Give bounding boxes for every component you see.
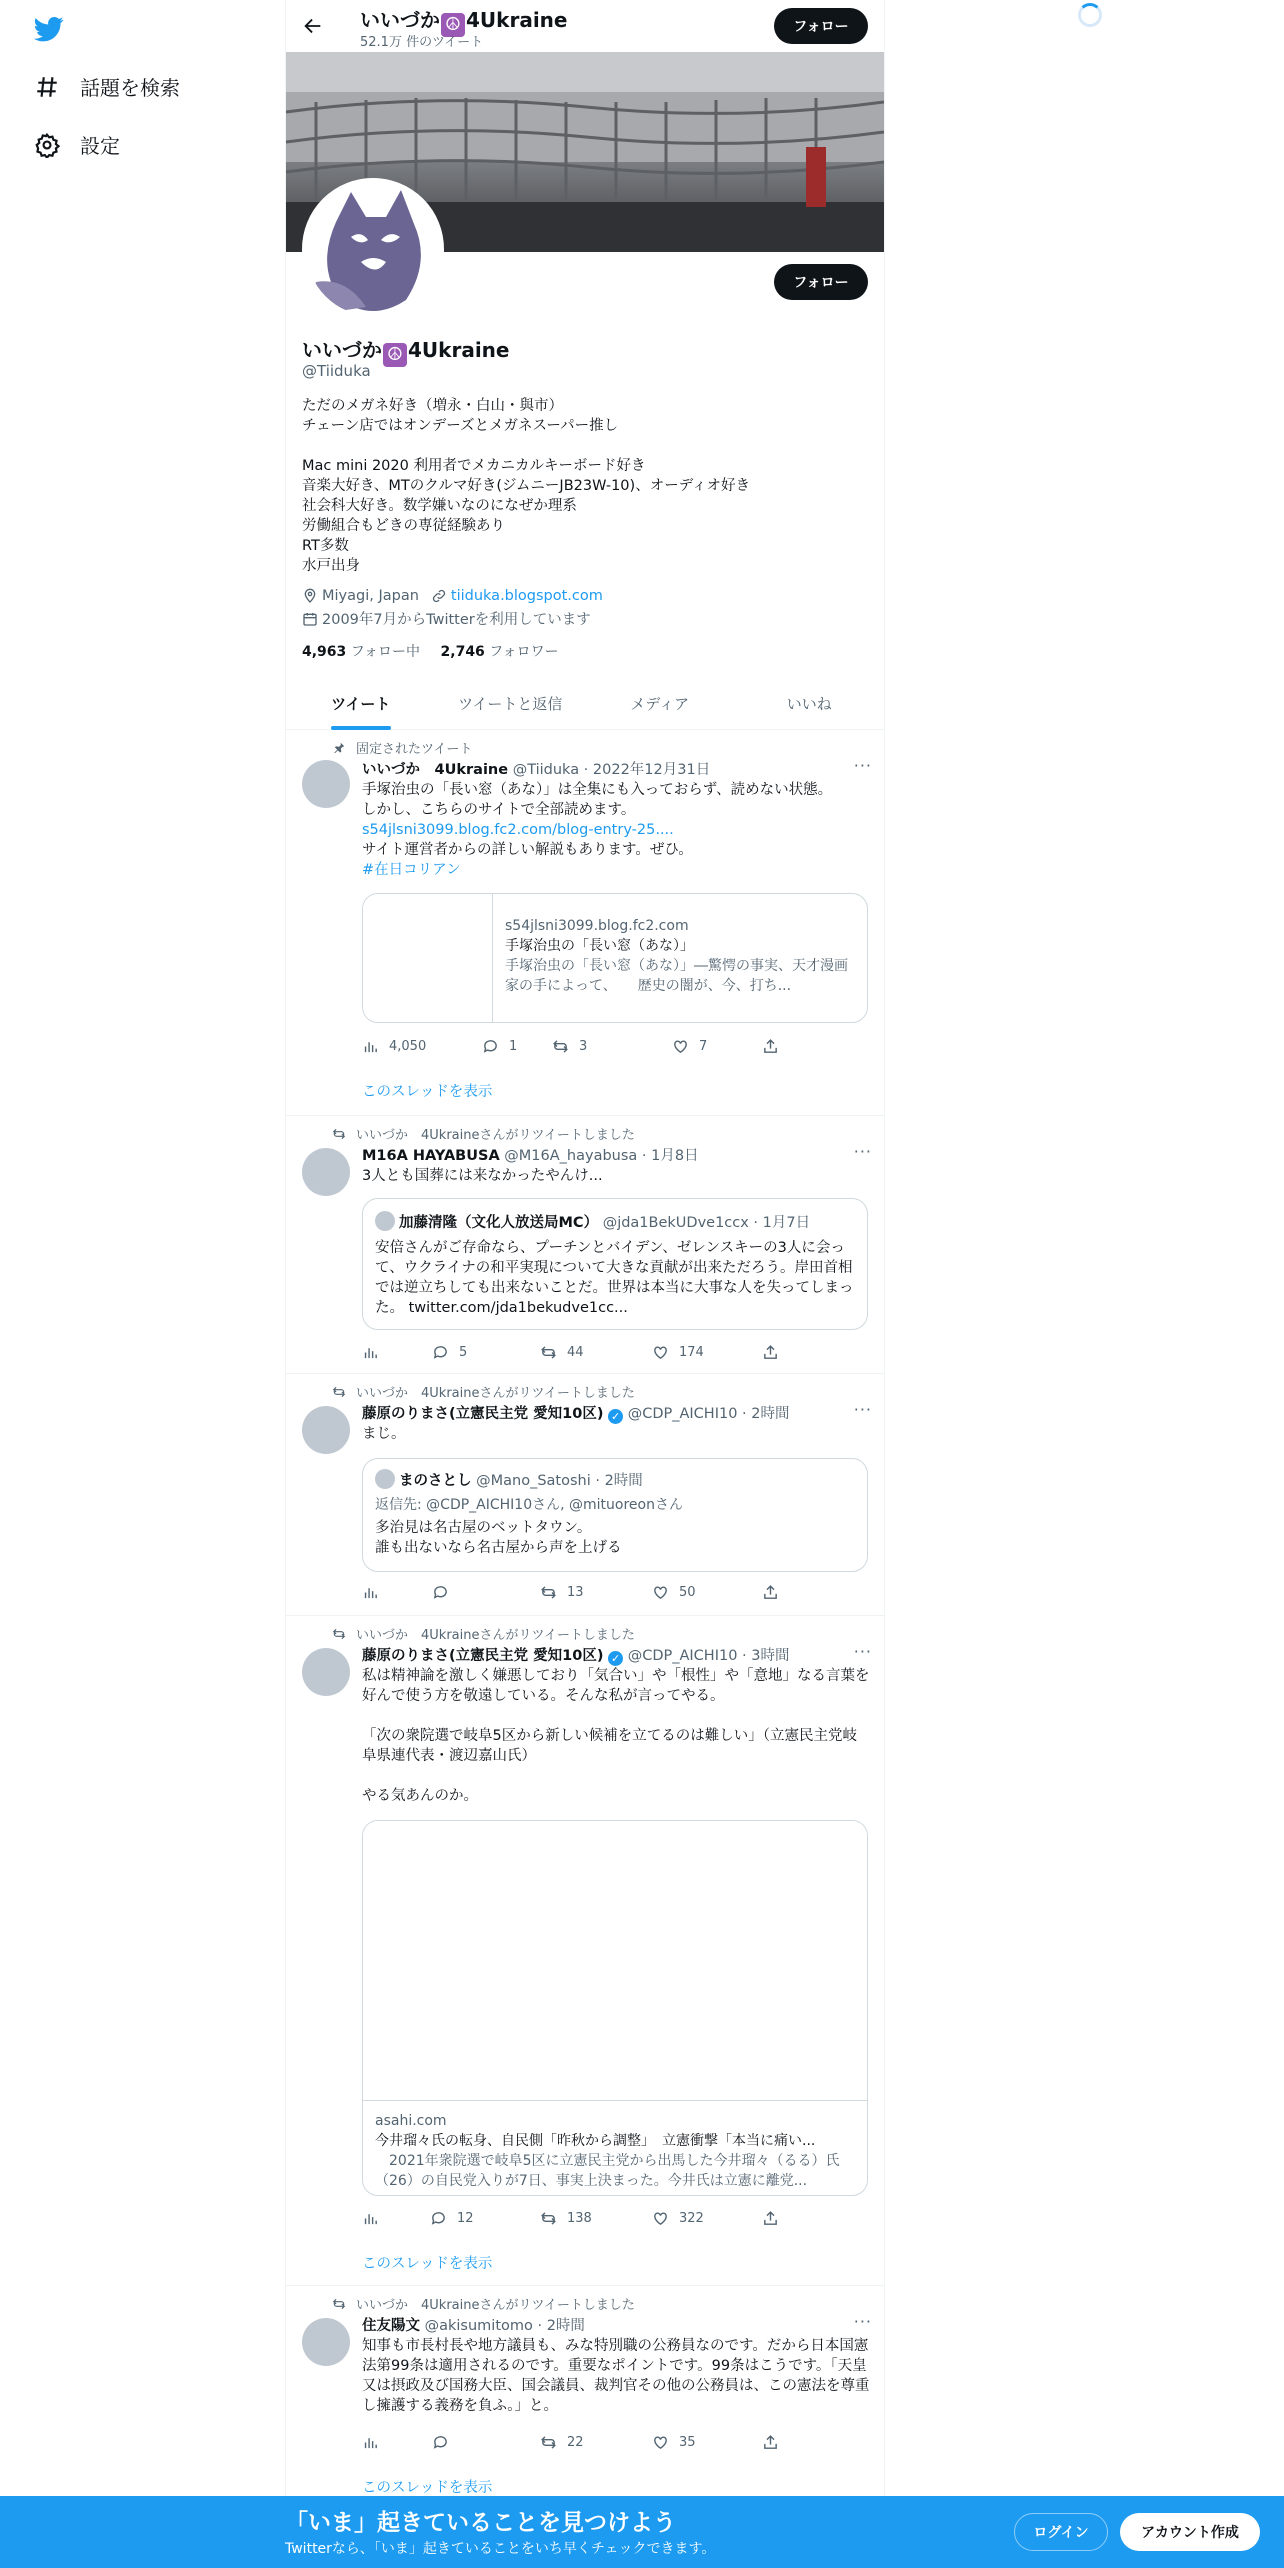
reply-icon	[432, 1344, 449, 1361]
link-card-image	[363, 1821, 867, 2101]
quote-text: 安倍さんがご存命なら、プーチンとバイデン、ゼレンスキーの3人に会って、ウクライナの和平実現について大きな貢献が出来ただろう。岸田首相では逆立ちしても出来ないことだ。世界は本当に大事な人を失ってしまった。 twitter.com/jda1bekudve1cc...	[375, 1240, 854, 1316]
like-button[interactable]: 322	[652, 2210, 704, 2227]
card-description: 2021年衆院選で岐阜5区に立憲民主党から出馬した今井瑠々（るる）氏（26）の自民党入りが7日、事実上決まった。今井氏は立憲に離党...	[375, 2153, 840, 2189]
tweet-item[interactable]	[286, 730, 884, 1116]
profile-joined-row	[302, 608, 591, 629]
share-icon	[762, 1038, 779, 1055]
show-thread-link[interactable]: このスレッドを表示	[362, 2256, 493, 2272]
signup-banner-subtitle: Twitterなら、「いま」起きていることをいち早くチェックできます。	[285, 2541, 716, 2557]
retweet-icon	[540, 2434, 557, 2451]
tweet-actions	[362, 1038, 782, 1058]
tweet-text: 手塚治虫の「長い窓（あな）」は全集にも入っておらず、読めない状態。 しかし、こちらのサイトで全部読めます。 s54jlsni3099.blog.fc2.com/blog-entry-25.... サイト運営者からの詳しい解説もあります。ぜひ。 #在日コリアン	[362, 782, 833, 878]
more-options-icon[interactable]: ···	[853, 1400, 872, 1419]
link-card-thumbnail	[363, 894, 493, 1023]
tweet-author: M16A HAYABUSA @M16A_hayabusa · 1月8日	[362, 1148, 699, 1164]
verified-badge-icon: ✓	[608, 1409, 623, 1424]
reply-icon	[482, 1038, 499, 1055]
tweet-author: 藤原のりまさ(立憲民主党 愛知10区) ✓ @CDP_AICHI10 · 3時間	[362, 1648, 790, 1665]
avatar[interactable]	[302, 760, 350, 808]
views-button[interactable]: 4,050	[362, 1038, 426, 1055]
more-options-icon[interactable]: ···	[853, 1642, 872, 1661]
show-thread-link[interactable]: このスレッドを表示	[362, 1084, 493, 1100]
link-card[interactable]	[362, 893, 868, 1023]
quote-text: 多治見は名古屋のベットタウン。 誰も出ないなら名古屋から声を上げる	[375, 1520, 622, 1556]
retweet-button[interactable]: 3	[552, 1038, 587, 1055]
profile-website-link[interactable]: tiiduka.blogspot.com	[450, 588, 603, 604]
avatar	[375, 1469, 395, 1489]
like-button[interactable]: 174	[652, 1344, 704, 1361]
profile-tabs	[286, 680, 884, 730]
pin-icon	[332, 741, 346, 755]
views-button[interactable]	[362, 2434, 389, 2451]
loading-spinner-icon	[1078, 3, 1102, 27]
header-tweet-count: 52.1万 件のツイート	[360, 35, 484, 50]
views-button[interactable]	[362, 1584, 389, 1601]
tweet-item[interactable]	[286, 1616, 884, 2286]
reply-button[interactable]: 5	[432, 1344, 467, 1361]
views-button[interactable]	[362, 2210, 389, 2227]
retweet-button[interactable]: 44	[540, 1344, 584, 1361]
heart-icon	[652, 1344, 669, 1361]
share-button[interactable]	[762, 1584, 789, 1601]
heart-icon	[672, 1038, 689, 1055]
like-button[interactable]: 50	[652, 1584, 696, 1601]
reply-button[interactable]: 1	[482, 1038, 517, 1055]
tab-likes[interactable]: いいね	[786, 695, 832, 713]
profile-column	[285, 0, 885, 2568]
twitter-logo-icon[interactable]	[32, 14, 66, 44]
profile-joined: 2009年7月からTwitterを利用しています	[322, 612, 591, 628]
retweet-button[interactable]: 13	[540, 1584, 584, 1601]
profile-stats	[302, 641, 559, 661]
verified-badge-icon: ✓	[608, 1651, 623, 1666]
tab-media[interactable]: メディア	[630, 695, 690, 713]
profile-avatar[interactable]	[302, 178, 444, 320]
more-options-icon[interactable]: ···	[853, 2312, 872, 2331]
nav-settings[interactable]	[34, 130, 120, 159]
card-title: 手塚治虫の「長い窓（あな）」	[505, 938, 694, 954]
signup-button[interactable]: アカウント作成	[1120, 2513, 1260, 2551]
heart-icon	[652, 2210, 669, 2227]
share-icon	[762, 1344, 779, 1361]
peace-symbol-icon: ☮	[383, 343, 407, 367]
avatar[interactable]	[302, 1148, 350, 1196]
share-button[interactable]	[762, 2210, 789, 2227]
tweet-author: 藤原のりまさ(立憲民主党 愛知10区) ✓ @CDP_AICHI10 · 2時間	[362, 1406, 790, 1423]
retweet-icon	[332, 2297, 346, 2311]
retweet-icon	[332, 1385, 346, 1399]
followers-link[interactable]: 2,746 フォロワー	[440, 644, 559, 660]
tweet-context: いいづか 4Ukraineさんがリツイートしました	[332, 1124, 635, 1143]
show-thread-link[interactable]: このスレッドを表示	[362, 2480, 493, 2496]
calendar-icon	[302, 611, 318, 627]
more-options-icon[interactable]: ···	[853, 1142, 872, 1161]
tweet-text: まじ。	[362, 1426, 406, 1442]
nav-explore-label: 話題を検索	[80, 76, 180, 100]
avatar[interactable]	[302, 2318, 350, 2366]
profile-location: Miyagi, Japan	[322, 588, 419, 604]
retweet-icon	[540, 2210, 557, 2227]
reply-button[interactable]: 12	[430, 2210, 474, 2227]
retweet-button[interactable]: 138	[540, 2210, 592, 2227]
share-icon	[762, 1584, 779, 1601]
retweet-icon	[540, 1584, 557, 1601]
retweet-icon	[332, 1627, 346, 1641]
hashtag-icon	[34, 74, 60, 100]
avatar	[375, 1211, 395, 1231]
retweet-icon	[540, 1344, 557, 1361]
signup-banner-title: 「いま」起きていることを見つけよう	[285, 2510, 676, 2536]
avatar[interactable]	[302, 1648, 350, 1696]
nav-explore[interactable]	[34, 72, 180, 101]
header-name: いいづか ☮ 4Ukraine	[360, 8, 568, 35]
analytics-icon	[362, 2434, 379, 2451]
cat-avatar-image	[306, 182, 440, 316]
tweet-actions	[362, 2434, 782, 2454]
analytics-icon	[362, 1584, 379, 1601]
quoted-tweet[interactable]	[362, 1198, 868, 1330]
tweet-item[interactable]	[286, 2286, 884, 2496]
quote-author: まのさとし @Mano_Satoshi · 2時間	[375, 1469, 855, 1490]
hashtag-link[interactable]: #在日コリアン	[362, 862, 461, 878]
views-button[interactable]	[362, 1344, 389, 1361]
reply-icon	[432, 1584, 449, 1601]
profile-handle: @Tiiduka	[302, 362, 371, 380]
profile-follow-button[interactable]: フォロー	[774, 264, 868, 300]
share-button[interactable]	[762, 1344, 789, 1361]
analytics-icon	[362, 2210, 379, 2227]
back-arrow-icon[interactable]	[302, 15, 324, 37]
retweet-icon	[552, 1038, 569, 1055]
analytics-icon	[362, 1038, 379, 1055]
tweet-actions	[362, 2210, 782, 2230]
link-card[interactable]	[362, 1820, 868, 2196]
tweet-item[interactable]	[286, 1374, 884, 1616]
retweet-button[interactable]: 22	[540, 2434, 584, 2451]
tab-tweets-replies[interactable]: ツイートと返信	[458, 695, 563, 713]
nav-settings-label: 設定	[80, 134, 120, 158]
share-button[interactable]	[762, 2434, 789, 2451]
tab-tweets[interactable]: ツイート	[286, 680, 436, 729]
reply-button[interactable]	[432, 2434, 459, 2451]
share-icon	[762, 2434, 779, 2451]
profile-header	[286, 0, 884, 52]
card-domain: s54jlsni3099.blog.fc2.com	[505, 918, 689, 934]
tweet-context: いいづか 4Ukraineさんがリツイートしました	[332, 2294, 635, 2313]
quoted-tweet[interactable]	[362, 1458, 868, 1572]
tweet-context: 固定されたツイート	[332, 738, 472, 757]
retweet-icon	[332, 1127, 346, 1141]
avatar[interactable]	[302, 1406, 350, 1454]
quote-author: 加藤清隆（文化人放送局MC） @jda1BekUDve1ccx · 1月7日	[375, 1211, 855, 1232]
signup-banner	[0, 2496, 1284, 2568]
peace-symbol-icon: ☮	[441, 13, 465, 37]
profile-meta-row	[302, 588, 603, 604]
reply-icon	[432, 2434, 449, 2451]
tweet-actions	[362, 1584, 782, 1604]
card-domain: asahi.com	[375, 2113, 447, 2129]
login-button[interactable]: ログイン	[1014, 2513, 1108, 2551]
tweet-link[interactable]: s54jlsni3099.blog.fc2.com/blog-entry-25....	[362, 822, 674, 838]
analytics-icon	[362, 1344, 379, 1361]
tweet-author: 住友陽文 @akisumitomo · 2時間	[362, 2318, 585, 2334]
like-button[interactable]: 35	[652, 2434, 696, 2451]
tweet-text: 3人とも国葬には来なかったやんけ...	[362, 1168, 603, 1184]
reply-button[interactable]	[432, 1584, 459, 1601]
card-title: 今井瑠々氏の転身、自民側「昨秋から調整」 立憲衝撃「本当に痛い...	[375, 2133, 816, 2149]
heart-icon	[652, 2434, 669, 2451]
heart-icon	[652, 1584, 669, 1601]
tweet-text: 知事も市長村長や地方議員も、みな特別職の公務員なのです。だから日本国憲法第99条は適用されるのです。重要なポイントです。99条はこうです。「天皇又は摂政及び国務大臣、国会議員、裁判官その他の公務員は、この憲法を尊重し擁護する義務を負ふ。」と。	[362, 2338, 870, 2414]
quote-reply-to: 返信先: @CDP_AICHI10さん, @mituoreonさん	[375, 1497, 683, 1513]
share-icon	[762, 2210, 779, 2227]
like-button[interactable]: 7	[672, 1038, 707, 1055]
share-button[interactable]	[762, 1038, 789, 1055]
following-link[interactable]: 4,963 フォロー中	[302, 644, 421, 660]
tweet-actions	[362, 1344, 782, 1364]
tweet-item[interactable]	[286, 1116, 884, 1374]
header-follow-button[interactable]: フォロー	[774, 8, 868, 44]
profile-bio: ただのメガネ好き（増永・白山・與市） チェーン店ではオンデーズとメガネスーパー推し Mac mini 2020 利用者でメカニカルキーボード好き 音楽大好き、MTのクルマ好き(ジムニーJB23W-10)、オーディオ好き 社会科大好き。数学嫌いなのになぜか理系 労働組合もどきの専従経験あり RT多数 水戸出身	[302, 398, 751, 574]
location-pin-icon	[302, 588, 318, 604]
tweet-context: いいづか 4Ukraineさんがリツイートしました	[332, 1382, 635, 1401]
reply-icon	[430, 2210, 447, 2227]
link-icon	[431, 588, 447, 604]
profile-name: いいづか ☮ 4Ukraine	[302, 338, 510, 365]
tweet-context: いいづか 4Ukraineさんがリツイートしました	[332, 1624, 635, 1643]
card-description: 手塚治虫の「長い窓（あな）」―驚愕の事実、天才漫画家の手によって、 歴史の闇が、今、打ち...	[505, 958, 848, 994]
gear-icon	[34, 132, 60, 158]
tweet-text: 私は精神論を激しく嫌悪しており「気合い」や「根性」や「意地」なる言葉を好んで使う方を敬遠している。そんな私が言ってやる。 「次の衆院選で岐阜5区から新しい候補を立てるのは難しい」（立憲民主党岐阜県連代表・渡辺嘉山氏） やる気あんのか。	[362, 1668, 870, 1804]
more-options-icon[interactable]: ···	[853, 756, 872, 775]
tweet-author: いいづか 4Ukraine @Tiiduka · 2022年12月31日	[362, 762, 711, 778]
